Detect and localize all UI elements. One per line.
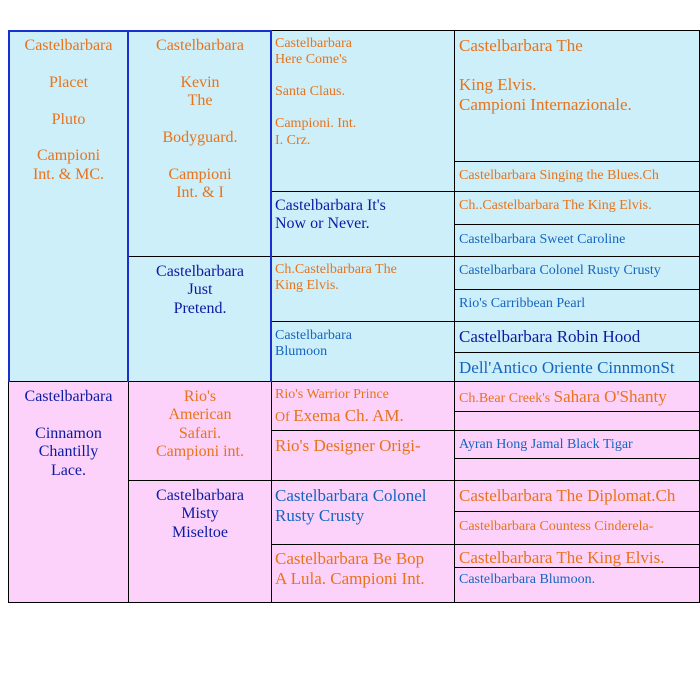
g3-dss-cell [271,381,455,431]
g4-16-cell [454,567,700,603]
g3-sds-name: Ch.Castelbarbara The King Elvis. [275,262,397,294]
g4-16-name: Castelbarbara Blumoon. [459,572,596,587]
g3-sdd-name: Castelbarbara Blumoon [275,328,352,360]
g4-12-cell [454,458,700,481]
g4-2-cell [454,161,700,192]
g3-dsd-name: Rio's Designer Origi- [275,436,421,455]
dam-sire-name: Rio's American Safari. Campioni int. [156,388,244,461]
g3-ddd-name: Castelbarbara Be Bop A Lula. Campioni Int. [275,549,425,588]
g4-15-name: Castelbarbara The King Elvis. [459,548,665,567]
g3-ssd-name: Castelbarbara It's Now or Never. [275,197,386,233]
sire-sire-name: Castelbarbara Kevin The Bodyguard. Campioni Int. & I [156,37,244,202]
g4-1-name: Castelbarbara The King Elvis. Campioni Internazionale. [459,36,632,114]
dam-dam-cell [128,480,272,603]
sire-block-border-mid [127,30,129,382]
g4-6-name: Rio's Carribbean Pearl [459,296,586,311]
g4-14-cell [454,511,700,545]
dam-sire-cell [128,381,272,481]
g4-3-name: Ch..Castelbarbara The King Elvis. [459,198,652,213]
g3-dss-prefix: Of [275,410,294,425]
g4-7-name: Castelbarbara Robin Hood [459,327,641,346]
g3-dss-line1: Rio's Warrior Prince [275,387,389,402]
g4-4-cell [454,224,700,257]
g4-9-main: Sahara O'Shanty [553,387,667,406]
g3-dsd-cell [271,430,455,481]
g4-9-prefix: Ch.Bear Creek's [459,391,554,406]
sire-block-border-right [270,30,272,382]
g3-sds-cell [271,256,455,322]
g4-11-cell [454,430,700,459]
g3-ssd-cell [271,191,455,257]
g4-2-name: Castelbarbara Singing the Blues.Ch [459,168,659,183]
g3-dss-main: Exema Ch. AM. [293,406,404,425]
g3-dds-name: Castelbarbara Colonel Rusty Crusty [275,486,427,525]
sire-sire-cell [128,30,272,257]
g4-8-cell [454,352,700,382]
g4-15-cell [454,544,700,568]
g4-9-cell [454,381,700,412]
g4-14-name: Castelbarbara Countess Cinderela- [459,519,654,534]
g4-3-cell [454,191,700,225]
g4-1-cell [454,30,700,162]
g4-8-name: Dell'Antico Oriente CinnmonSt [459,358,675,377]
sire-block-border-left [8,30,10,382]
g3-dds-cell [271,480,455,545]
sire-name: Castelbarbara Placet Pluto Campioni Int. & MC. [24,37,113,183]
g3-sss-name: Castelbarbara Here Come's Santa Claus. Campioni. Int. I. Crz. [275,36,357,148]
dam-dam-name: Castelbarbara Misty Miseltoe [156,487,244,541]
sire-cell [8,30,129,382]
dam-cell [8,381,129,603]
sire-dam-name: Castelbarbara Just Pretend. [156,263,244,317]
sire-dam-cell [128,256,272,382]
g4-11-name: Ayran Hong Jamal Black Tigar [459,437,633,452]
g3-ddd-cell [271,544,455,603]
g4-13-cell [454,480,700,512]
g4-5-cell [454,256,700,290]
g3-sss-cell [271,30,455,192]
g4-5-name: Castelbarbara Colonel Rusty Crusty [459,263,661,278]
g4-13-name: Castelbarbara The Diplomat.Ch [459,486,676,505]
g3-sdd-cell [271,321,455,382]
g4-4-name: Castelbarbara Sweet Caroline [459,232,626,247]
g4-6-cell [454,289,700,322]
dam-name: Castelbarbara Cinnamon Chantilly Lace. [24,388,113,479]
sire-block-border-top [8,30,272,32]
g4-7-cell [454,321,700,353]
g4-10-cell [454,411,700,431]
